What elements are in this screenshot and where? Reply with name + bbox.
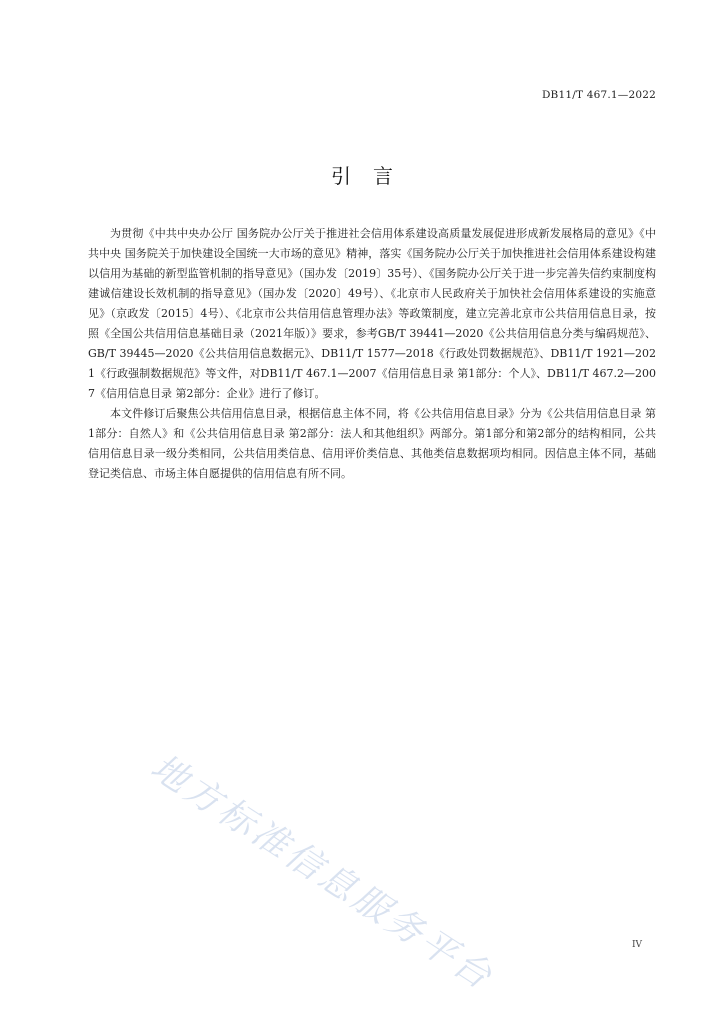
body-paragraph: 本文件修订后聚焦公共信用信息目录，根据信息主体不同，将《公共信用信息目录》分为《公共信用信息目录 第1部分：自然人》和《公共信用信息目录 第2部分：法人和其他组织》两部分。第1部分和第2部分的结构相同，公共信用信息目录一级分类相同，公共信用类信息、信用评价类信息、其他类信息数据项均相同。因信息主体不同，基础登记类信息、市场主体自愿提供的信用信息有所不同。 (88, 407, 656, 480)
document-code: DB11/T 467.1—2022 (541, 89, 656, 101)
section-title: 引言 (331, 164, 415, 188)
body-paragraph: 为贯彻《中共中央办公厅 国务院办公厅关于推进社会信用体系建设高质量发展促进形成新发展格局的意见》《中共中央 国务院关于加快建设全国统一大市场的意见》精神，落实《国务院办公厅关于加快推进社会信用体系建设构建以信用为基础的新型监管机制的指导意见》（国办发〔2019〕35号）、《国务院办公厅关于进一步完善失信约束制度构建诚信建设长效机制的指导意见》（国办发〔2020〕49号）、《北京市人民政府关于加快社会信用体系建设的实施意见》（京政发〔2015〕4号）、《北京市公共信用信息管理办法》等政策制度，建立完善北京市公共信用信息目录，按照《全国公共信用信息基础目录（2021年版）》要求，参考GB/T 39441—2020《公共信用信息分类与编码规范》、GB/T 39445—2020《公共信用信息数据元》、DB11/T 1577—2018《行政处罚数据规范》、DB11/T 1921—2021《行政强制数据规范》等文件，对DB11/T 467.1—2007《信用信息目录 第1部分：个人》、DB11/T 467.2—2007《信用信息目录 第2部分：企业》进行了修订。 (88, 227, 656, 400)
watermark: 地方标准信息服务平台 (143, 746, 502, 999)
page-number: IV (631, 940, 642, 950)
document-body (88, 224, 656, 484)
